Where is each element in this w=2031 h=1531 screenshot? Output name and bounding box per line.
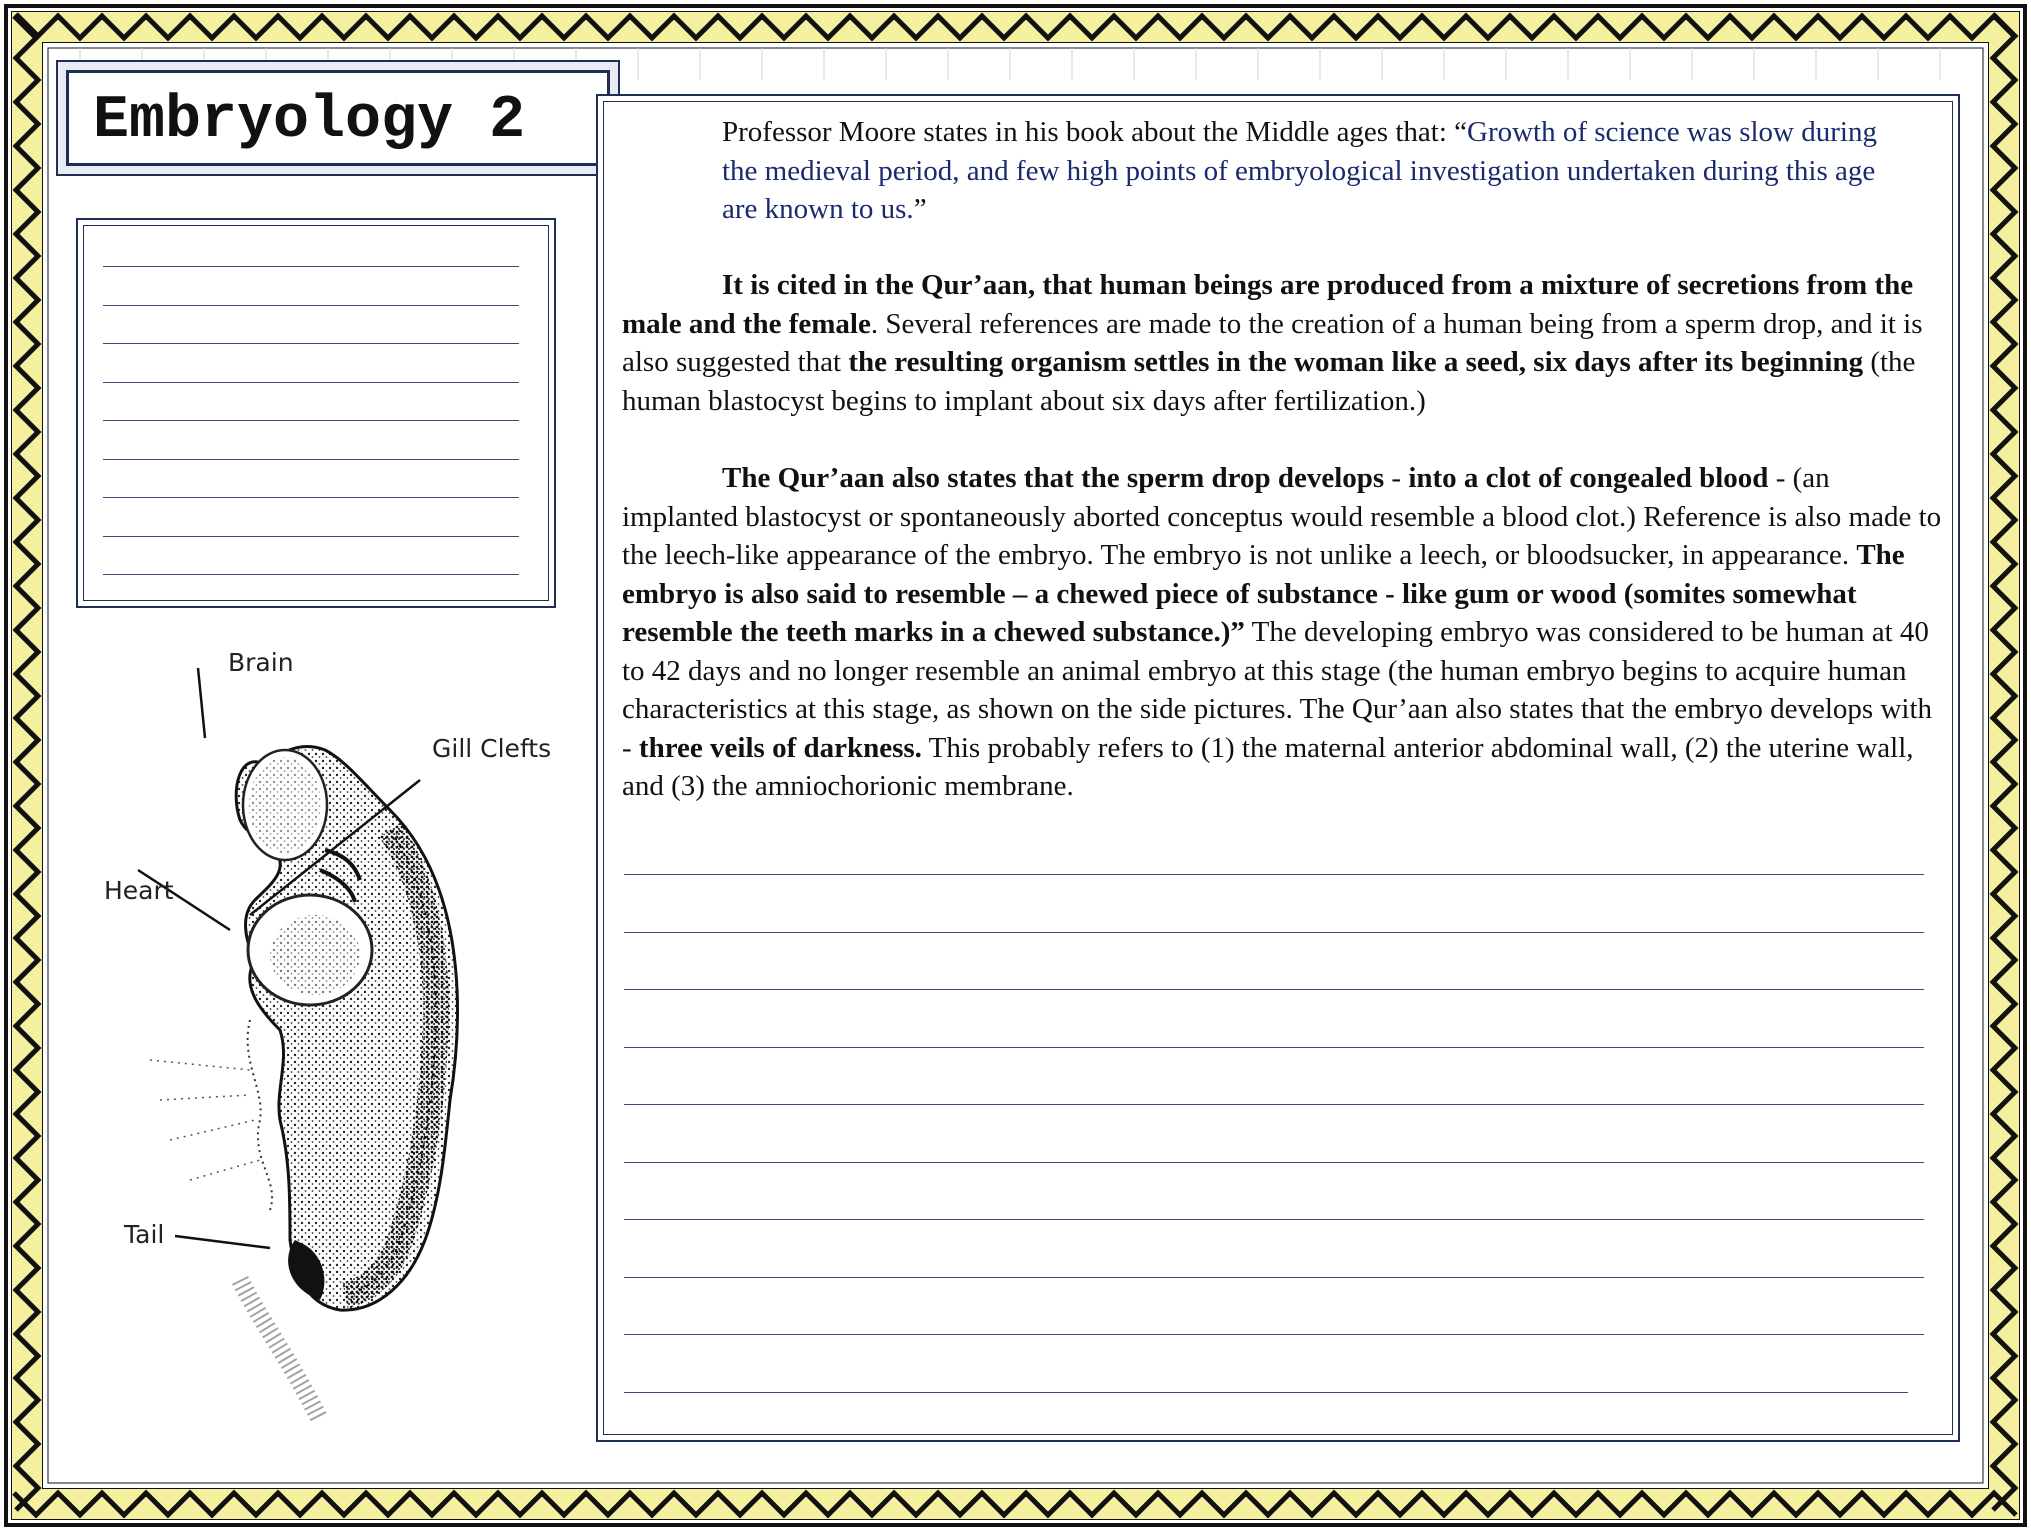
label-gill-clefts: Gill Clefts — [432, 734, 552, 763]
label-brain: Brain — [228, 648, 294, 677]
writing-line — [624, 1162, 1924, 1163]
notes-line — [103, 343, 519, 344]
notes-line — [103, 420, 519, 421]
para1-text-2: . Several references are made to the creation of a human being from a sperm drop, and it is also suggested that — [622, 307, 1923, 378]
writing-line — [624, 1277, 1924, 1278]
writing-line — [624, 874, 1924, 875]
intro-quote: Growth of science was slow during the medieval period, and few high points of embryological investigation undertaken during this age are known to us. — [722, 116, 1877, 225]
para1-bold-1: It is cited in the Qur’aan, that human beings are produced from a mixture of secretions from the male and the female — [622, 269, 1914, 340]
notes-line — [103, 266, 519, 267]
body-paragraph-2 — [622, 459, 1942, 806]
para2-bold-1: The Qur’aan also states that the sperm drop develops — [722, 462, 1385, 494]
notes-line — [103, 382, 519, 383]
para2-bold-3: into a clot of congealed blood — [1408, 462, 1769, 494]
para1-bold-3: the resulting organism settles in the woman like a seed, six days after its beginning — [848, 346, 1864, 378]
para2-text-4: - (an implanted blastocyst or spontaneously aborted conceptus would resemble a blood clot.) Reference is also made to the leech-like appearance of the embryo. The embryo is not unlike a leech, or bloodsucker, in appearance. — [622, 462, 1942, 571]
title-banner — [56, 60, 620, 176]
page-title: Embryology 2 — [93, 87, 526, 155]
writing-line — [624, 932, 1924, 933]
notes-line — [103, 574, 519, 575]
writing-line — [624, 989, 1924, 990]
notes-line — [103, 536, 519, 537]
intro-lead: Professor Moore states in his book about the Middle ages that: “ — [722, 116, 1468, 148]
writing-line — [624, 1104, 1924, 1105]
para2-bold-7: three veils of darkness. — [638, 731, 922, 764]
writing-line — [624, 1047, 1924, 1048]
body-paragraph-1 — [622, 266, 1942, 420]
para2-text-6: The developing embryo was considered to be human at 40 to 42 days and no longer resemble an animal embryo at this stage (the human embryo begins to acquire human characteristics at this stage, as shown on the side pictures. The Qur’aan also states that the embryo develops with - — [622, 616, 1933, 764]
writing-line — [624, 1334, 1924, 1335]
notes-line — [103, 497, 519, 498]
notes-line — [103, 305, 519, 306]
para1-text-4: (the human blastocyst begins to implant about six days after fertilization.) — [622, 346, 1916, 417]
para2-text-2: - — [1384, 462, 1409, 494]
label-tail: Tail — [124, 1220, 165, 1249]
intro-close: ” — [913, 193, 927, 225]
para2-bold-5: The embryo is also said to resemble – a chewed piece of substance - like gum or wood (somites somewhat resemble the teeth marks in a chewed substance.)” — [622, 539, 1905, 648]
writing-line — [624, 1219, 1924, 1220]
notes-line — [103, 459, 519, 460]
writing-line — [624, 1392, 1908, 1393]
label-heart: Heart — [104, 876, 174, 905]
intro-paragraph — [722, 113, 1902, 229]
para2-text-8: This probably refers to (1) the maternal anterior abdominal wall, (2) the uterine wall, and (3) the amniochorionic membrane. — [622, 731, 1914, 802]
notes-box — [76, 218, 556, 608]
